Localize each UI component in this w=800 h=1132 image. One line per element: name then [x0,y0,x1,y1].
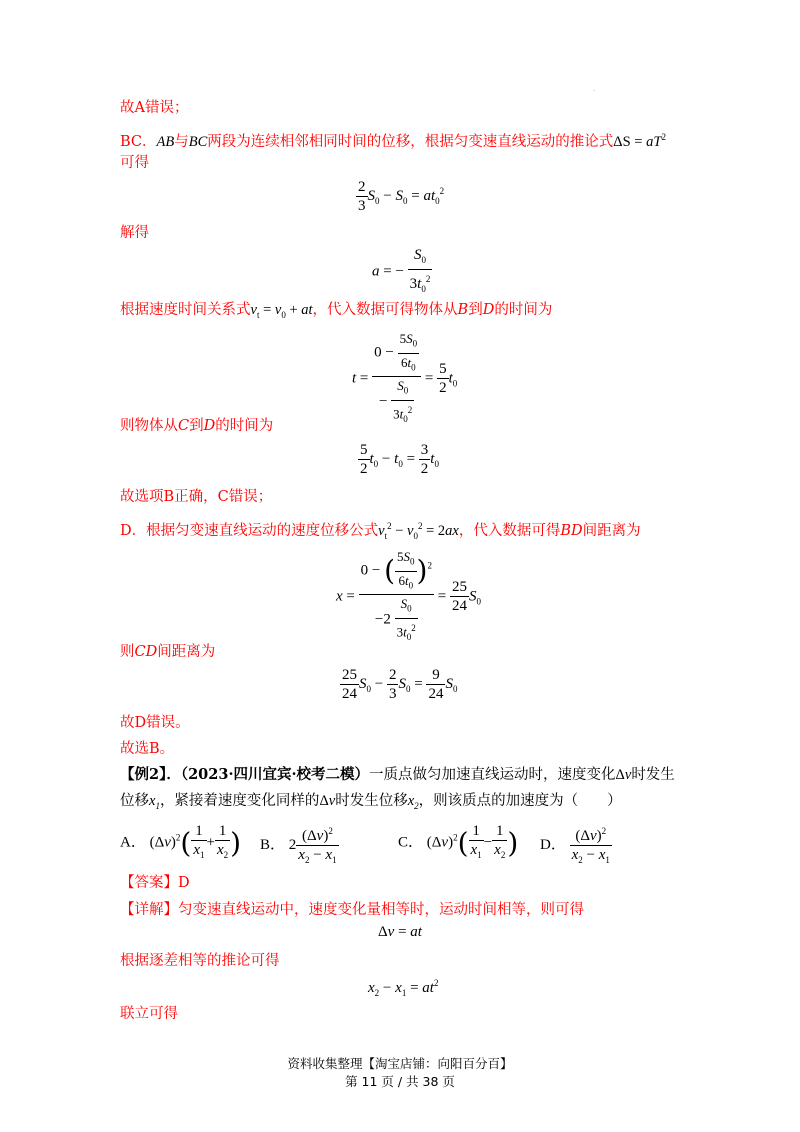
jiede-line: 解得 [120,225,149,241]
example-line-1: 【例2】．（2023·四川宜宾·校考二模）一质点做匀加速直线运动时，速度变化Δv时发生 [120,766,675,783]
option-d: D． $\frac{(\Delta v)^2}{x_2 - x_1}$ [540,822,612,869]
choose-b-line: 故选B。 [120,741,175,757]
equation-2: a = − $\frac{S_0}{3t_0^2}$ [372,246,432,298]
answer-line: 【答案】D [120,875,190,891]
d-line: D．根据匀变速直线运动的速度位移公式$v_t^2 - v_0^2 = 2ax$，代入数据可得BD间距离为 [120,521,641,541]
vt-line: 根据速度时间关系式$v_t = v_0$ + at，代入数据可得物体从B到D的时间为 [120,302,553,320]
equation-5: x = 0 − ( $\frac{5S_0}{6t_0}$ )$^2$ −2 $\frac{S_0}{3t_0^2}$ = $\frac{25}{24}$ $S_0$ [336,548,481,646]
equation-7: Δv = at [378,924,422,940]
equation-4: $\frac{5}{2}$ $t_0 - t_0$ = $\frac{3}{2}$ $t_0$ [360,442,439,477]
cd-line: 则CD间距离为 [120,644,216,660]
option-b: B． 2 $\frac{(\Delta v)^2}{x_2 - x_1}$ [260,822,339,869]
zhucha-line: 根据逐差相等的推论可得 [120,953,280,969]
b-right-line: 故选项B正确，C错误； [120,489,273,505]
equation-3: t = 0 − $\frac{5S_0}{6t_0}$ − $\frac{S_0}{3t_0^2}$ = $\frac{5}{2}$ $t_0$ [352,330,457,428]
example-line-2: 位移$x_1$，紧接着速度变化同样的Δv时发生位移$x_2$，则该质点的加速度为（ ） [120,793,622,811]
stray-dot: . [593,86,595,93]
bc-line: BC．AB与BC两段为连续相邻相同时间的位移，根据匀变速直线运动的推论式$\Delta S = aT^2$ [120,132,666,150]
equation-1: $\frac{2}{3}$ $S_0 - S_0 = at_0^2$ [358,179,445,214]
c-to-d-line: 则物体从C到D的时间为 [120,418,274,434]
equation-8: $x_2 - x_1 = at^2$ [368,978,439,998]
footer-page-number: 第 11 页 / 共 38 页 [345,1074,455,1089]
option-a: A． $(\Delta v)^2$( $\frac{1}{x_1}$ + $\frac{1}{x_2}$ ) [120,822,241,864]
lianli-line: 联立可得 [120,1006,178,1022]
equation-6: $\frac{25}{24}$ $S_0$ − $\frac{2}{3}$ $S_0$ = $\frac{9}{24}$ $S_0$ [342,667,458,702]
a-wrong-line: 故A错误； [120,100,189,116]
detail-line: 【详解】匀变速直线运动中，速度变化量相等时，运动时间相等，则可得 [120,902,584,918]
option-c: C． $(\Delta v)^2$( $\frac{1}{x_1}$ − $\frac{1}{x_2}$ ) [398,822,518,864]
keyi-line: 可得 [120,155,149,171]
d-wrong-line: 故D错误。 [120,715,190,731]
footer-source: 资料收集整理【淘宝店铺：向阳百分百】 [287,1056,513,1071]
